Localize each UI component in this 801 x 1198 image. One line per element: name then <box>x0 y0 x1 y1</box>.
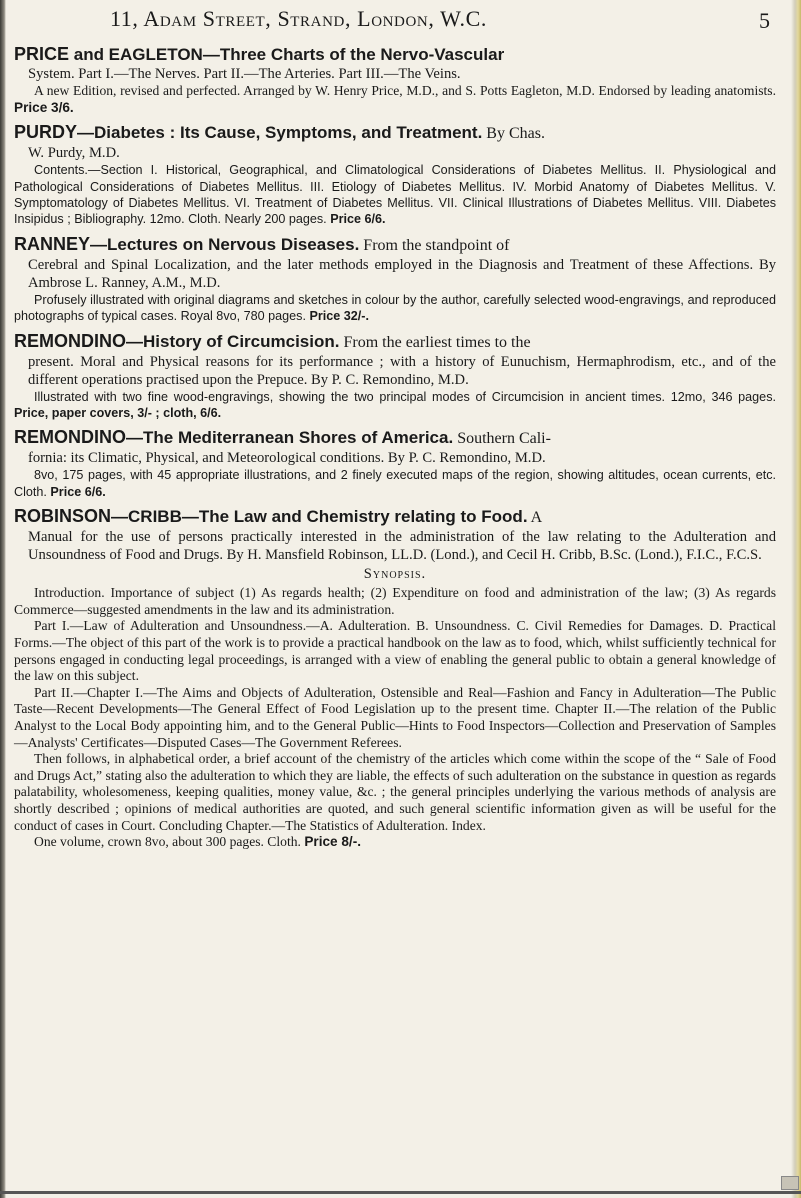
corner-stamp <box>781 1176 799 1190</box>
entry-price: Price 6/6. <box>50 484 106 499</box>
entry-subtitle: fornia: its Climatic, Physical, and Meteorological conditions. By P. C. Remondino, M.D. <box>28 450 546 467</box>
entry-title-text: —CRIBB—The Law and Chemistry relating to Food. <box>111 507 528 527</box>
entry-title <box>14 506 776 528</box>
page-header <box>40 6 770 40</box>
entry-description: One volume, crown 8vo, about 300 pages. Cloth. Price 8/-. <box>34 834 362 850</box>
catalogue-entry-price-eagleton <box>14 44 776 116</box>
synopsis-paragraph: Introduction. Importance of subject (1) As regards health; (2) Expenditure on food and administration of the law; (3) As regards Commerce—suggested amendments in the law and its administration. <box>14 585 776 617</box>
entry-price: Price 3/6. <box>14 99 74 115</box>
entry-title-byline: Southern Cali- <box>453 430 551 448</box>
entry-title-text: —Lectures on Nervous Diseases. <box>90 234 360 254</box>
entry-title <box>14 234 776 256</box>
entry-subtitle: Cerebral and Spinal Localization, and the later methods employed in the Diagnosis and Treatment of these Affections. By Ambrose L. Ranney, A.M., M.D. <box>28 256 776 291</box>
entry-title <box>14 44 776 65</box>
author-name: REMONDINO <box>14 427 126 448</box>
author-name: PURDY <box>14 122 78 143</box>
entry-subtitle: present. Moral and Physical reasons for its performance ; with a history of Eunuchism, Hermaphrodism, etc., and of the different operations practised upon the Prepuce. By P. C. Remondino, M.D. <box>28 353 776 388</box>
page-right-edge <box>791 0 801 1198</box>
entry-title-byline: From the earliest times to the <box>339 333 531 351</box>
catalogue-entry-robinson-cribb <box>14 506 776 851</box>
entry-subtitle: W. Purdy, M.D. <box>28 145 120 162</box>
entry-price: Price 8/-. <box>304 834 362 850</box>
synopsis-paragraph: Part II.—Chapter I.—The Aims and Objects of Adulteration, Ostensible and Real—Fashion and Fancy in Adulteration—The Public Taste—Recent Developments—The General Effect of Food Legislation up to the present time. Chapter II.—The relation of the Public Analyst to the Local Body appointing him, and to the General Public—Hints to Food Inspectors—Collection and Preservation of Samples—Analysts' Certificates—Disputed Cases—The Government Referees. <box>14 684 776 750</box>
entry-title-byline: By Chas. <box>482 125 545 143</box>
catalogue-listing <box>14 44 776 857</box>
entry-description: Contents.—Section I. Historical, Geographical, and Climatological Considerations of Diabetes Mellitus. II. Physiological and Pathological Considerations of Diabetes Mellitus. III. Etiology of Diabetes Mellitus. IV. Morbid Anatomy of Diabetes Mellitus. V. Symptomatology of Diabetes Mellitus. VI. Treatment of Diabetes Mellitus. VII. Clinical Illustrations of Diabetes Mellitus. VIII. Diabetes Insipidus ; Bibliography. 12mo. Cloth. Nearly 200 pages. Price 6/6. <box>14 163 776 227</box>
catalogue-entry-ranney <box>14 234 776 325</box>
entry-subtitle: System. Part I.—The Nerves. Part II.—The Arteries. Part III.—The Veins. <box>28 66 461 82</box>
bottom-rule <box>0 1191 801 1194</box>
entry-title-text: —Diabetes : Its Cause, Symptoms, and Treatment. <box>77 123 483 143</box>
catalogue-entry-purdy <box>14 122 776 228</box>
entry-price: Price, paper covers, 3/- ; cloth, 6/6. <box>14 406 222 421</box>
author-name: REMONDINO <box>14 330 126 351</box>
entry-title-byline: From the standpoint of <box>359 236 510 254</box>
synopsis-heading: Synopsis. <box>363 566 427 583</box>
entry-title <box>14 427 776 449</box>
entry-price: Price 6/6. <box>330 212 386 227</box>
entry-title <box>14 331 776 353</box>
author-name: ROBINSON <box>14 506 112 527</box>
entry-subtitle: Manual for the use of persons practically interested in the administration of the law relating to the Adulteration and Unsoundness of Food and Drugs. By H. Mansfield Robinson, LL.D. (Lond.), and Cecil H. Cribb, B.Sc. (Lond.), F.I.C., F.C.S. <box>28 529 776 564</box>
entry-description: Illustrated with two fine wood-engravings, showing the two principal modes of Circumcision in ancient times. 12mo, 346 pages. Price, paper covers, 3/- ; cloth, 6/6. <box>14 389 776 421</box>
entry-title-text: —The Mediterranean Shores of America. <box>126 428 454 448</box>
entry-title-text: and EAGLETON—Three Charts of the Nervo-Vascular <box>69 45 505 64</box>
synopsis-paragraph: Part I.—Law of Adulteration and Unsoundness.—A. Adulteration. B. Unsoundness. C. Civil Remedies for Damages. D. Practical Forms.—The object of this part of the work is to provide a practical handbook on the law as to food, which, whilst sufficiently technical for persons engaged in conducting legal proceedings, is arranged with a view of enabling the general public to obtain a general knowledge of the law on this subject. <box>14 618 776 684</box>
entry-description: Profusely illustrated with original diagrams and sketches in colour by the author, carefully selected wood-engravings, and reproduced photographs of typical cases. Royal 8vo, 780 pages. Price 32/-. <box>14 292 776 324</box>
page-number: 5 <box>759 8 770 33</box>
entry-title <box>14 122 776 144</box>
author-name: PRICE <box>14 44 70 64</box>
entry-description: 8vo, 175 pages, with 45 appropriate illustrations, and 2 finely executed maps of the region, showing altitudes, ocean currents, etc. Cloth. Price 6/6. <box>14 468 776 499</box>
catalogue-entry-remondino-mediterranean <box>14 427 776 500</box>
author-name: RANNEY <box>14 233 91 254</box>
entry-title-byline: A <box>527 509 543 527</box>
entry-title-text: —History of Circumcision. <box>126 331 340 351</box>
entry-price: Price 32/-. <box>309 309 369 324</box>
catalogue-entry-remondino-circumcision <box>14 331 776 422</box>
synopsis-paragraph: Then follows, in alphabetical order, a brief account of the chemistry of the articles which come within the scope of the “ Sale of Food and Drugs Act,” stating also the adulteration to which they are liable, the effects of such adulteration on the substance in question as regards palatability, wholesomeness, keeping qualities, money value, &c. ; the general principles underlying the various methods of analysis are shortly described ; opinions of medical authorities are quoted, and such general scientific information given as will be useful for the conduct of cases in Court. Concluding Chapter.—The Statistics of Adulteration. Index. <box>14 751 776 833</box>
running-head: 11, Adam Street, Strand, London, W.C. <box>110 6 487 31</box>
entry-description: A new Edition, revised and perfected. Arranged by W. Henry Price, M.D., and S. Potts Eagleton, M.D. Endorsed by leading anatomists. Price 3/6. <box>14 83 776 115</box>
page-binding-edge <box>0 0 6 1198</box>
